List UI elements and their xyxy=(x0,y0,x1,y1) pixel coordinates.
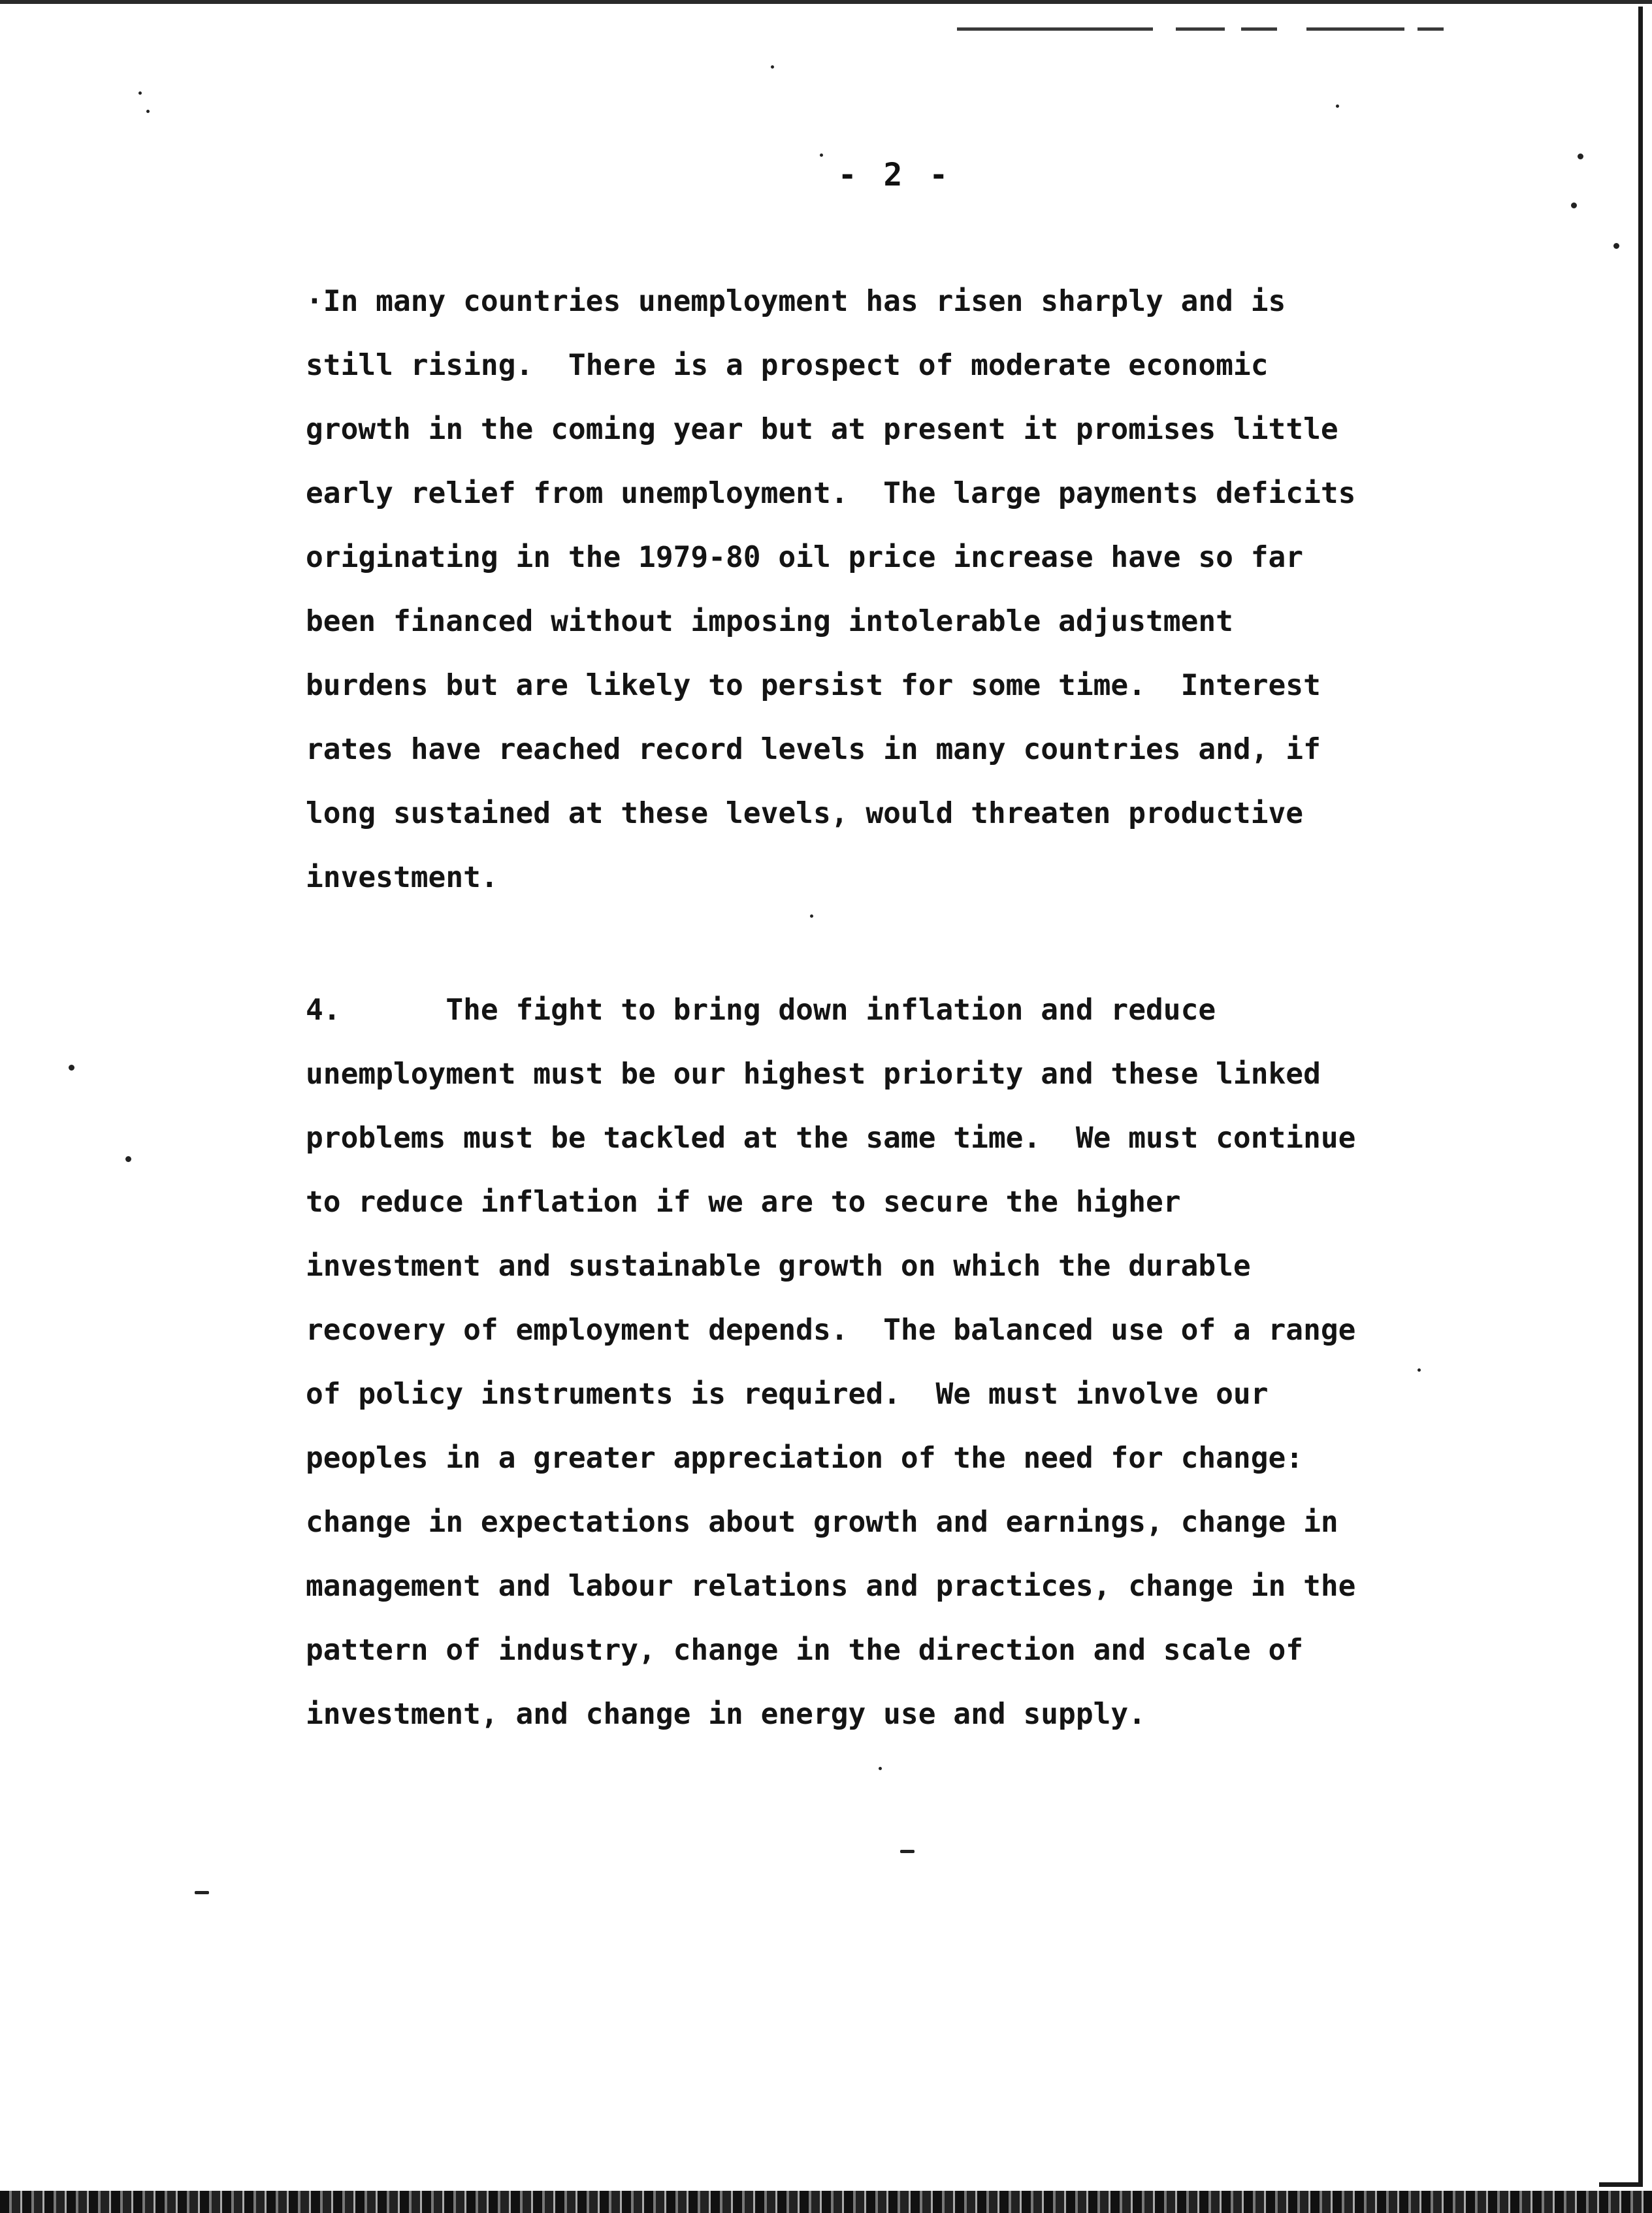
text-line: management and labour relations and practices, change in the xyxy=(306,1570,1356,1603)
scan-speck xyxy=(138,91,142,95)
scan-top-dash xyxy=(1241,27,1277,31)
scan-speck xyxy=(879,1767,882,1770)
scan-speck xyxy=(195,1891,209,1894)
text-line: been financed without imposing intolerable adjustment xyxy=(306,605,1233,638)
paragraph-4-inflation xyxy=(306,978,1514,1747)
text-line: investment and sustainable growth on which the durable xyxy=(306,1250,1251,1283)
text-line: growth in the coming year but at present it promises little xyxy=(306,413,1338,446)
text-line: investment. xyxy=(306,861,498,894)
text-line: investment, and change in energy use and supply. xyxy=(306,1698,1146,1731)
text-line: ·In many countries unemployment has risen sharply and is xyxy=(306,285,1286,318)
scan-top-dash xyxy=(957,27,1153,31)
scan-speck xyxy=(900,1850,915,1853)
page-number: - 2 - xyxy=(837,157,952,193)
text-line: change in expectations about growth and earnings, change in xyxy=(306,1506,1338,1539)
text-line: burdens but are likely to persist for some time. Interest xyxy=(306,669,1321,702)
scan-right-edge xyxy=(1638,7,1643,2162)
scan-top-dash xyxy=(1176,27,1225,31)
scan-speck xyxy=(1613,243,1619,249)
text-line: pattern of industry, change in the direction and scale of xyxy=(306,1634,1304,1667)
text-line: originating in the 1979-80 oil price increase have so far xyxy=(306,541,1304,574)
scan-top-dash xyxy=(1306,27,1404,31)
scan-speck xyxy=(810,914,813,918)
text-line: peoples in a greater appreciation of the need for change: xyxy=(306,1442,1304,1475)
scan-speck xyxy=(146,110,150,113)
scan-speck xyxy=(1571,202,1577,208)
text-line: of policy instruments is required. We must involve our xyxy=(306,1378,1269,1411)
scan-speck xyxy=(1336,105,1339,108)
paragraph-unemployment xyxy=(306,270,1514,910)
text-line: problems must be tackled at the same time. We must continue xyxy=(306,1122,1356,1155)
scan-bottom-edge xyxy=(0,2191,1652,2213)
text-line: to reduce inflation if we are to secure the higher xyxy=(306,1186,1181,1219)
scan-top-dash xyxy=(1417,27,1444,31)
scan-speck xyxy=(125,1156,131,1162)
text-line: still rising. There is a prospect of moderate economic xyxy=(306,349,1269,382)
text-line: 4. The fight to bring down inflation and reduce xyxy=(306,993,1216,1027)
text-line: unemployment must be our highest priority and these linked xyxy=(306,1058,1321,1091)
text-line: rates have reached record levels in many countries and, if xyxy=(306,733,1321,766)
scan-speck xyxy=(69,1065,74,1071)
text-line: long sustained at these levels, would threaten productive xyxy=(306,797,1304,830)
text-line: early relief from unemployment. The large payments deficits xyxy=(306,477,1356,510)
scan-speck xyxy=(771,65,774,69)
scan-top-edge xyxy=(0,0,1652,4)
scan-corner-mark xyxy=(1599,2151,1643,2187)
text-line: recovery of employment depends. The balanced use of a range xyxy=(306,1314,1356,1347)
